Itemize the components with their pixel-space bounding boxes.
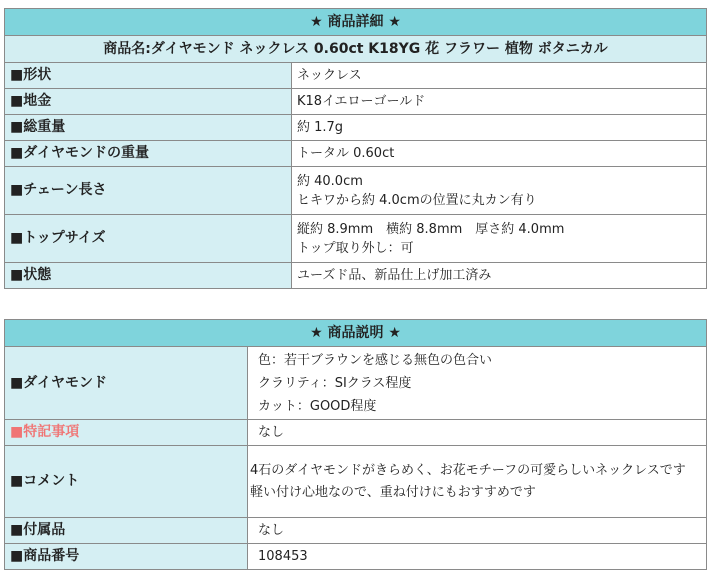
product-details-table (4, 8, 707, 289)
value-shape: ネックレス (292, 63, 707, 89)
value-diamond-weight: トータル 0.60ct (292, 141, 707, 167)
label-comment: ■コメント (5, 446, 248, 518)
label-condition: ■状態 (5, 263, 292, 289)
description-header: ★ 商品説明 ★ (5, 320, 707, 347)
diamond-clarity-line: クラリティ：SIクラス程度 (258, 375, 412, 391)
label-special-notes: ■特記事項 (5, 420, 248, 446)
label-total-weight: ■総重量 (5, 115, 292, 141)
value-condition: ユーズド品、新品仕上げ加工済み (292, 263, 707, 289)
diamond-cut-line: カット：GOOD程度 (258, 398, 377, 414)
label-top-size: ■トップサイズ (5, 215, 292, 263)
diamond-color-line: 色：若干ブラウンを感じる無色の色合い (258, 352, 493, 368)
value-special-notes: なし (248, 420, 707, 446)
label-diamond-weight: ■ダイヤモンドの重量 (5, 141, 292, 167)
details-header: ★ 商品詳細 ★ (5, 9, 707, 36)
label-item-number: ■商品番号 (5, 544, 248, 570)
top-size-line: 縦約 8.9mm 横約 8.8mm 厚さ約 4.0mm (297, 221, 565, 237)
product-name: 商品名:ダイヤモンド ネックレス 0.60ct K18YG 花 フラワー 植物 ボタニカル (5, 36, 707, 63)
value-comment (248, 446, 707, 518)
value-diamond (248, 347, 707, 420)
label-metal: ■地金 (5, 89, 292, 115)
comment-line-2: 軽い付け心地なので、重ね付けにもおすすめです (250, 484, 536, 500)
value-metal: K18イエローゴールド (292, 89, 707, 115)
value-item-number: 108453 (248, 544, 707, 570)
chain-ring-line: ヒキワから約 4.0cmの位置に丸カン有り (297, 192, 537, 208)
value-accessories: なし (248, 518, 707, 544)
top-removable-line: トップ取り外し：可 (297, 240, 414, 256)
chain-length-line: 約 40.0cm (297, 173, 363, 189)
label-diamond: ■ダイヤモンド (5, 347, 248, 420)
label-shape: ■形状 (5, 63, 292, 89)
label-chain-length: ■チェーン長さ (5, 167, 292, 215)
value-chain-length (292, 167, 707, 215)
label-accessories: ■付属品 (5, 518, 248, 544)
value-total-weight: 約 1.7g (292, 115, 707, 141)
product-description-table (4, 319, 707, 570)
comment-line-1: 4石のダイヤモンドがきらめく、お花モチーフの可愛らしいネックレスです (250, 462, 686, 478)
value-top-size (292, 215, 707, 263)
